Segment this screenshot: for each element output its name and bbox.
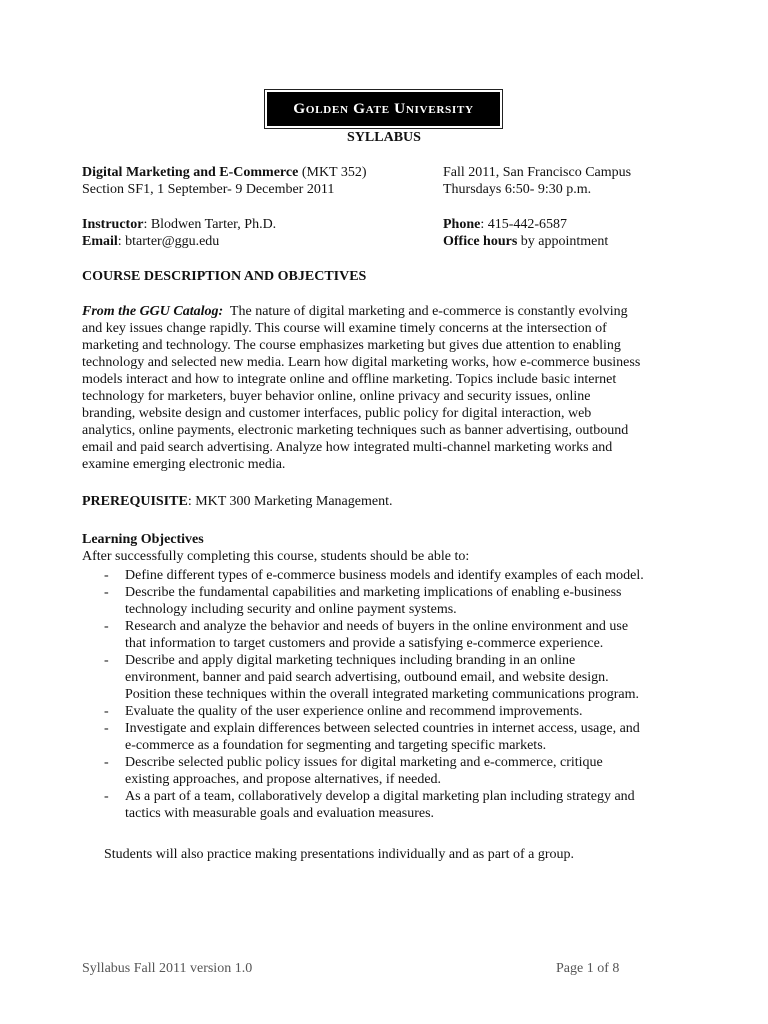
catalog-line: technology and selected new media. Learn how digital marketing works, how e-commerce business bbox=[82, 355, 641, 370]
phone-label: Phone bbox=[443, 217, 481, 232]
prerequisite-label: PREREQUISITE bbox=[82, 494, 188, 509]
section-heading-course-description: COURSE DESCRIPTION AND OBJECTIVES bbox=[82, 269, 367, 284]
list-item bbox=[82, 652, 692, 703]
course-schedule: Thursdays 6:50- 9:30 p.m. bbox=[443, 182, 592, 197]
catalog-line: models interact and how to integrate online and offline marketing. Topics include basic internet bbox=[82, 372, 617, 387]
footer-page-number: Page 1 of 8 bbox=[556, 961, 620, 976]
office-hours-line bbox=[443, 233, 608, 250]
list-item bbox=[82, 754, 692, 788]
list-bullet: - bbox=[104, 585, 109, 600]
list-item bbox=[82, 618, 692, 652]
catalog-line: branding, website design and customer interfaces, public policy for digital interaction, web bbox=[82, 406, 592, 421]
list-bullet: - bbox=[104, 653, 109, 668]
instructor-line bbox=[82, 216, 276, 233]
list-item-text: environment, banner and paid search advertising, outbound email, and website design. bbox=[125, 670, 609, 685]
email-line bbox=[82, 233, 219, 250]
list-item bbox=[82, 584, 692, 618]
list-item-text: Define different types of e-commerce business models and identify examples of each model. bbox=[125, 568, 644, 583]
list-item bbox=[82, 567, 692, 584]
list-item-text: Research and analyze the behavior and needs of buyers in the online environment and use bbox=[125, 619, 629, 634]
list-item-text: existing approaches, and propose alternatives, if needed. bbox=[125, 772, 442, 787]
course-title-line bbox=[82, 164, 367, 181]
list-item bbox=[82, 703, 692, 720]
section-heading-learning-objectives: Learning Objectives bbox=[82, 532, 204, 547]
catalog-description bbox=[82, 303, 692, 473]
logo-banner bbox=[267, 92, 500, 126]
catalog-line: marketing and technology. The course emphasizes marketing but gives due attention to enabling bbox=[82, 338, 621, 353]
catalog-text: The nature of digital marketing and e-commerce is constantly evolving bbox=[223, 304, 628, 319]
list-item-text: tactics with measurable goals and evaluation measures. bbox=[125, 806, 435, 821]
list-item-text: technology including security and online payment systems. bbox=[125, 602, 457, 617]
catalog-line: analytics, online payments, electronic marketing techniques such as banner advertising, outbound bbox=[82, 423, 629, 438]
list-bullet: - bbox=[104, 568, 109, 583]
instructor-value: : Blodwen Tarter, Ph.D. bbox=[143, 217, 277, 232]
list-bullet: - bbox=[104, 755, 109, 770]
list-item-text: Evaluate the quality of the user experience online and recommend improvements. bbox=[125, 704, 583, 719]
phone-line bbox=[443, 216, 567, 233]
list-item-text: Investigate and explain differences between selected countries in internet access, usage, and bbox=[125, 721, 640, 736]
catalog-label: From the GGU Catalog: bbox=[82, 304, 224, 319]
closing-note: Students will also practice making presentations individually and as part of a group. bbox=[104, 847, 575, 862]
catalog-line: and key issues change rapidly. This course will examine timely concerns at the intersection of bbox=[82, 321, 607, 336]
university-logo bbox=[264, 89, 503, 129]
office-hours-value: by appointment bbox=[517, 234, 609, 249]
office-hours-label: Office hours bbox=[443, 234, 518, 249]
catalog-line: technology for marketers, buyer behavior online, online privacy and security issues, online bbox=[82, 389, 591, 404]
list-item-text: Describe and apply digital marketing techniques including branding in an online bbox=[125, 653, 576, 668]
list-item-text: that information to target customers and provide a satisfying e-commerce experience. bbox=[125, 636, 604, 651]
prerequisite-value: : MKT 300 Marketing Management. bbox=[187, 494, 393, 509]
logo-text: Golden Gate University bbox=[293, 100, 474, 117]
catalog-line bbox=[82, 303, 692, 320]
email-label: Email bbox=[82, 234, 118, 249]
catalog-line: email and paid search advertising. Analyze how integrated multi-channel marketing works and bbox=[82, 440, 613, 455]
list-item bbox=[82, 788, 692, 822]
list-item-text: Describe the fundamental capabilities and marketing implications of enabling e-business bbox=[125, 585, 622, 600]
phone-value: : 415-442-6587 bbox=[480, 217, 568, 232]
list-bullet: - bbox=[104, 704, 109, 719]
course-term: Fall 2011, San Francisco Campus bbox=[443, 165, 632, 180]
catalog-line: examine emerging electronic media. bbox=[82, 457, 286, 472]
list-item bbox=[82, 720, 692, 754]
list-item-text: As a part of a team, collaboratively develop a digital marketing plan including strategy and bbox=[125, 789, 635, 804]
list-bullet: - bbox=[104, 789, 109, 804]
list-bullet: - bbox=[104, 619, 109, 634]
prerequisite-line bbox=[82, 493, 392, 510]
objectives-intro: After successfully completing this course, students should be able to: bbox=[82, 549, 470, 564]
objectives-list bbox=[82, 567, 692, 822]
list-item-text: Position these techniques within the overall integrated marketing communications program. bbox=[125, 687, 639, 702]
list-bullet: - bbox=[104, 721, 109, 736]
footer-version: Syllabus Fall 2011 version 1.0 bbox=[82, 961, 253, 976]
course-code: (MKT 352) bbox=[298, 165, 367, 180]
instructor-label: Instructor bbox=[82, 217, 144, 232]
list-item-text: e-commerce as a foundation for segmenting and targeting specific markets. bbox=[125, 738, 547, 753]
course-name: Digital Marketing and E-Commerce bbox=[82, 165, 299, 180]
page-title: SYLLABUS bbox=[347, 130, 421, 145]
course-section: Section SF1, 1 September- 9 December 2011 bbox=[82, 182, 335, 197]
email-value: : btarter@ggu.edu bbox=[117, 234, 220, 249]
list-item-text: Describe selected public policy issues for digital marketing and e-commerce, critique bbox=[125, 755, 603, 770]
